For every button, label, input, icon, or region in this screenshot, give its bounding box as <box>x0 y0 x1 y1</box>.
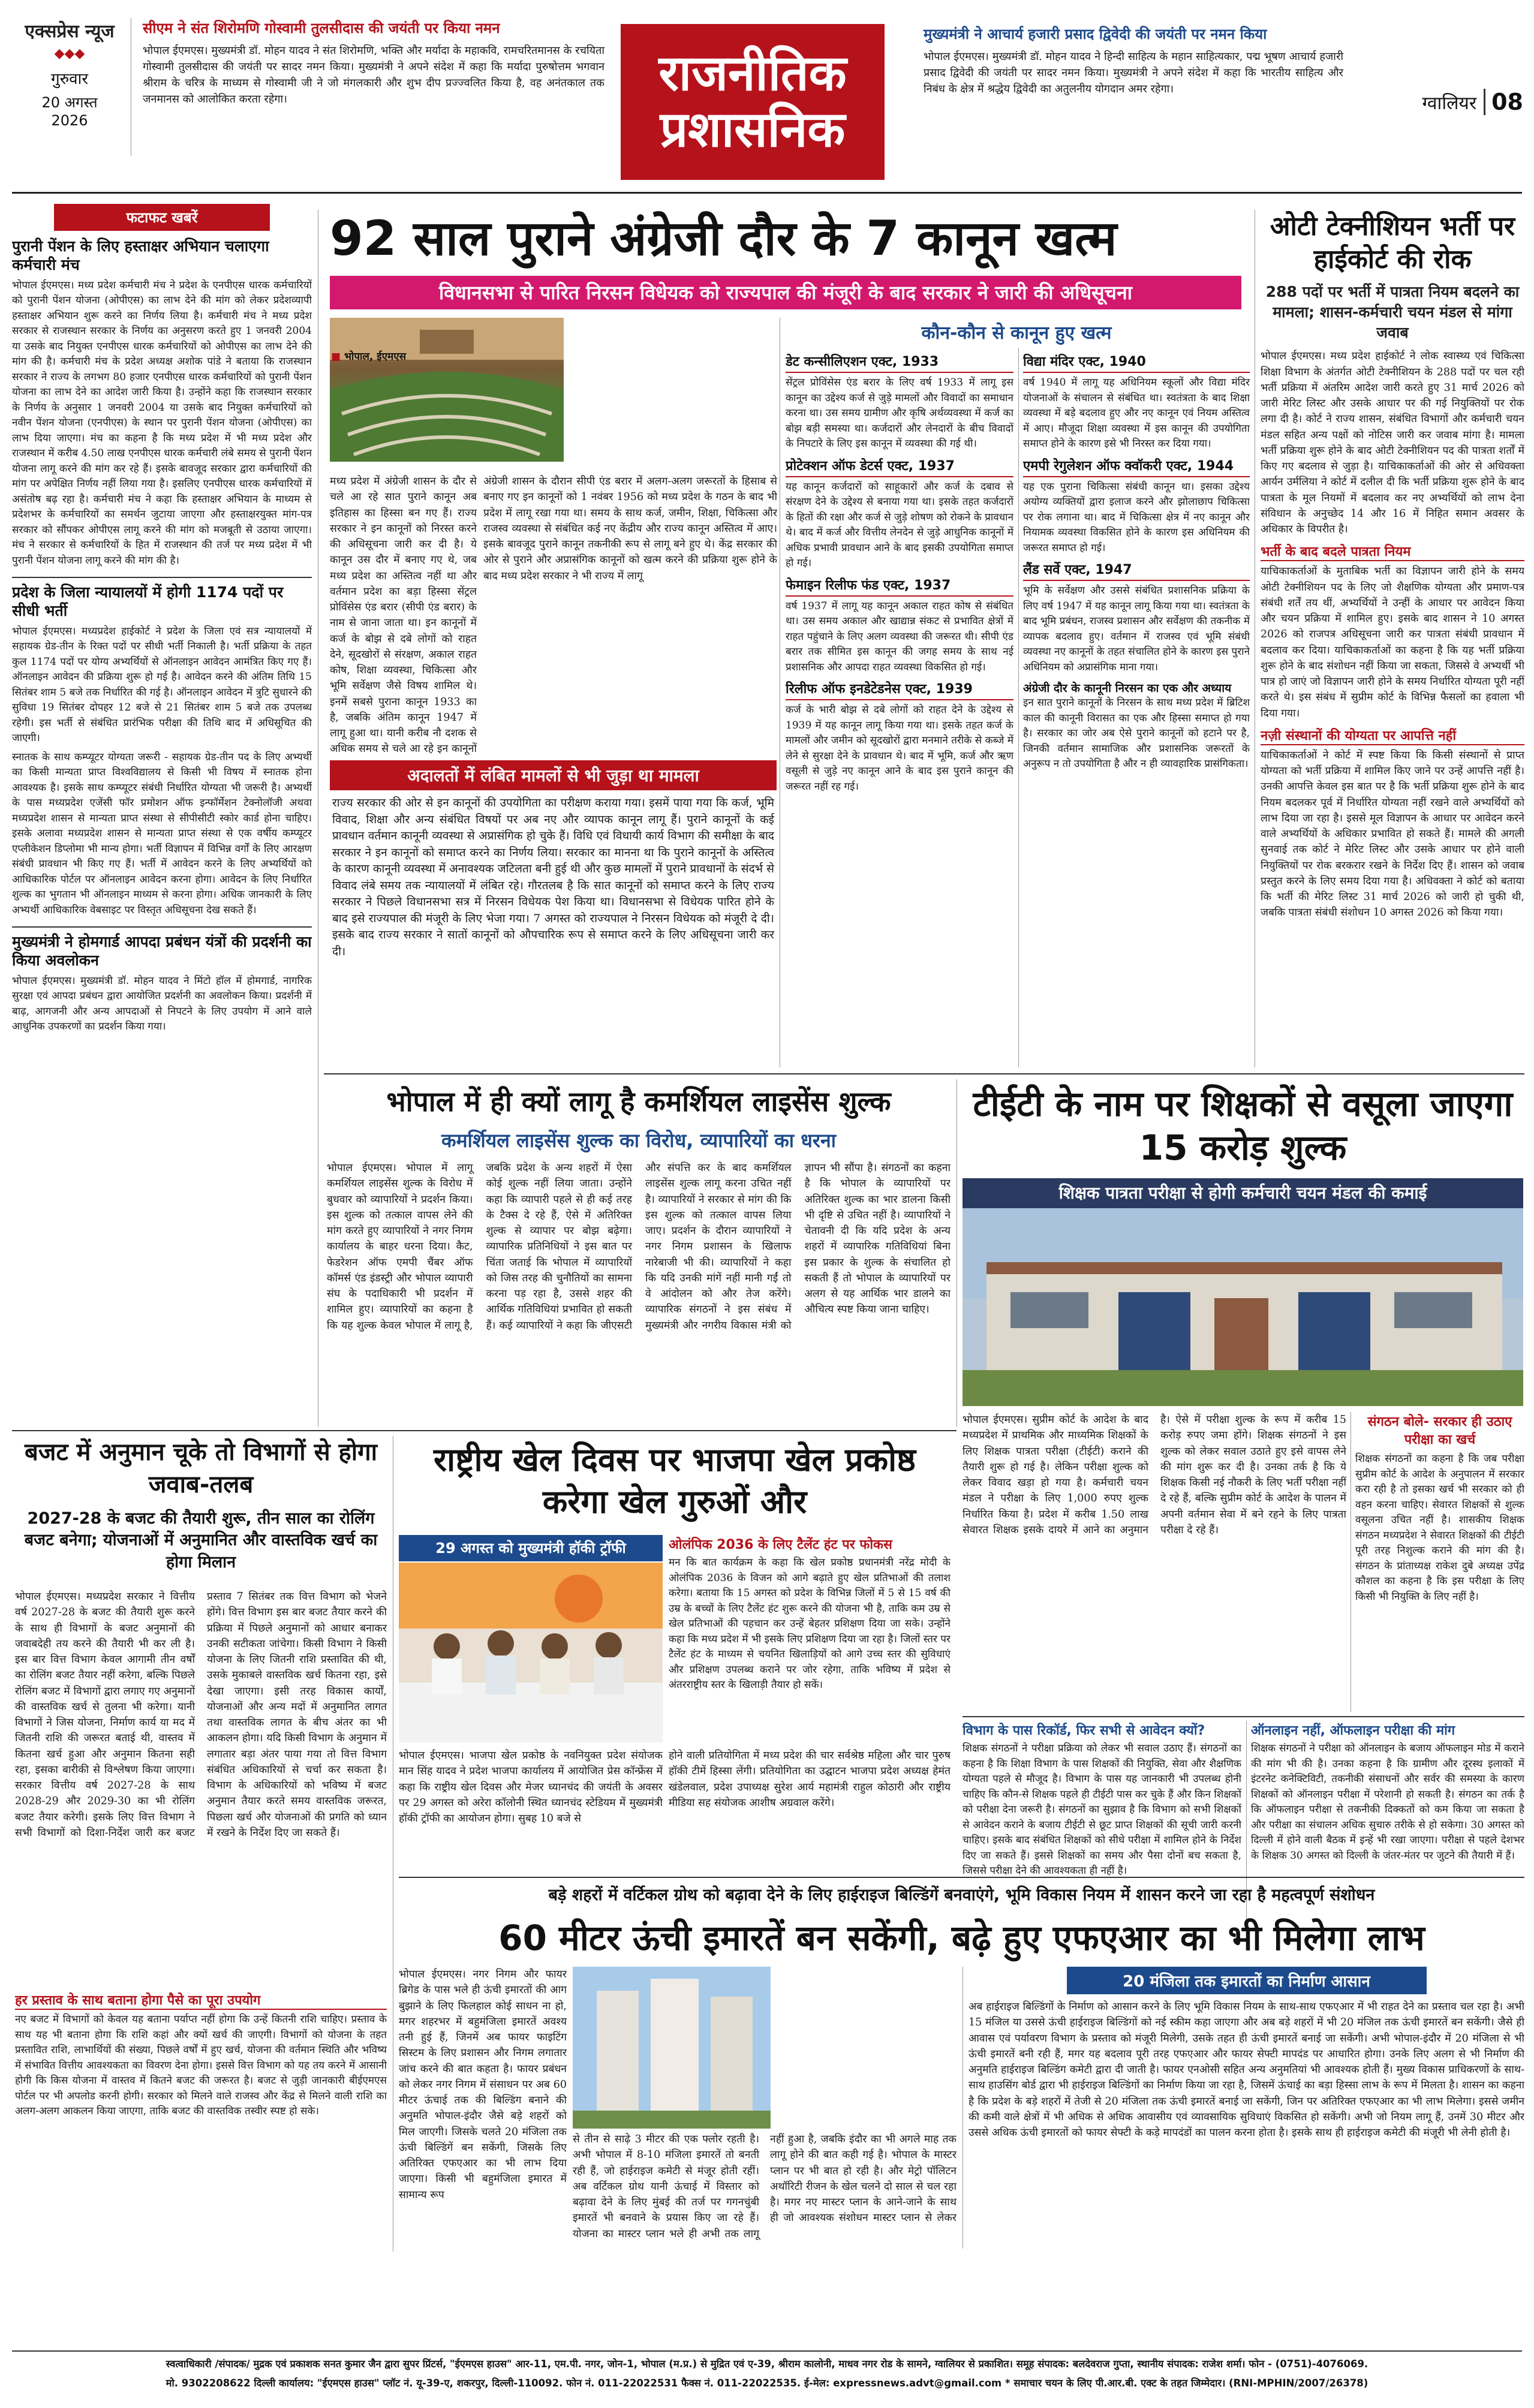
main-subhead: विधानसभा से पारित निरसन विधेयक को राज्यपाल की मंजूरी के बाद सरकार ने जारी की अधिसूचना <box>330 276 1241 309</box>
ot-box2-body: याचिकाकर्ताओं ने कोर्ट में स्पष्ट किया कि किसी संस्थानों से प्राप्त योग्यता को भर्ती प्रक्रिया में शामिल किए जाने पर उन्हें आपत्ति नहीं है। उनकी आपत्ति केवल इस बात पर है कि भर्ती प्रक्रिया शुरू होने के बाद नियम बदलकर पूर्व में निर्धारित योग्यता नहीं रखने वाले अभ्यर्थियों को लाभ दिया जा रहा है। इससे मूल विज्ञापन के आधार पर आवेदन करने वाले अभ्यर्थियों के अधिकार प्रभावित हो सकते हैं। मामले की अगली सुनवाई तक कोर्ट ने मेरिट लिस्ट और उसके आधार पर होने वाली नियुक्तियों पर रोक बरकरार रखने के निर्देश दिए हैं। शासन को जवाब प्रस्तुत करने के लिए समय दिया गया है। अधिवक्ता ने कोर्ट को बताया कि भर्ती की मेरिट लिस्ट 31 मार्च 2026 को जारी हो चुकी थी, जबकि पात्रता संबंधी संशोधन 10 अगस्त 2026 को किया गया। <box>1261 749 1524 919</box>
main-box <box>330 760 777 1066</box>
building-body-1: भोपाल ईएमएस। नगर निगम और फायर ब्रिगेड के पास भले ही ऊंची इमारतों की आग बुझाने के लिए फिलहाल कोई साधन ना हो, मगर शहरभर में बहुमंजिला इमारतें अवश्य तनी हुई हैं, जिनमें अब फायर फाइटिंग सिस्टम के लिए प्रशासन और निगम लगातार जांच करने की बात कहता है। फायर प्रबंधन को लेकर नगर निगम में संसाधन पर अब 60 मीटर ऊंचाई तक की बिल्डिंग बनाने की अनुमति भोपाल-इंदौर जैसे बड़े शहरों को मिल जाएगी। जिसके चलते 20 मंजिला तक ऊंची बिल्डिंगें बन सकेंगी, जिसके लिए अतिरिक्त एफएआर का भी लाभ दिया जाएगा। किसी भी बहुमंजिला इमारत में सामान्य रूप <box>399 1968 567 2201</box>
commercial-head: भोपाल में ही क्यों लागू है कमर्शियल लाइसेंस शुल्क <box>386 1085 891 1118</box>
laws-col-1 <box>786 348 1013 1067</box>
assembly-hall-graphic <box>330 318 564 462</box>
main-photo-caption-text: भोपाल, ईएमएस <box>344 351 407 363</box>
budget-box <box>15 1991 387 2249</box>
law-3-body: वर्ष 1937 में लागू यह कानून अकाल राहत कोष से संबंधित था। उस समय अकाल और खाद्यान्न संकट से प्रभावित क्षेत्रों में राहत पहुंचाने के लिए अलग व्यवस्था की जरूरत थी। सीपी एंड बरार तक सीमित इस कानून की जगह समय के साथ नई प्रशासनिक और आपदा राहत व्यवस्था विकसित हो गई। <box>786 600 1013 673</box>
main-body-col2: अंग्रेजी शासन के दौरान सीपी एंड बरार में अलग-अलग जरूरतों के हिसाब से बनाए गए इन कानूनों को 1 नवंबर 1956 को मध्य प्रदेश के गठन के बाद भी प्रदेश में लागू रखा गया था। समय के साथ कर्ज, जमीन, शिक्षा, चिकित्सा और राजस्व व्यवस्था से संबंधित कई नए केंद्रीय और राज्य कानून अस्तित्व में आए। इसके बावजूद पुराने कानून तकनीकी रूप से लागू बने हुए थे। केंद्र सरकार की ओर से पुराने और अप्रासंगिक कानूनों को खत्म करने की प्रक्रिया शुरू होने के बाद मध्य प्रदेश सरकार ने भी राज्य में लागू <box>483 475 777 582</box>
law-5-head: विद्या मंदिर एक्ट, 1940 <box>1023 350 1250 373</box>
brand-block <box>22 18 118 168</box>
top-story-2-head: मुख्यमंत्री ने आचार्य हजारी प्रसाद द्विवेदी की जयंती पर नमन किया <box>924 26 1267 43</box>
building-box-body: अब हाईराइज बिल्डिंगों के निर्माण को आसान करने के लिए भूमि विकास नियम के साथ-साथ एफएआर में भी राहत देने का प्रस्ताव चल रहा है। अभी 15 मंजिल या उससे ऊंची हाईराइज बिल्डिंगों को नई स्कीम कहा जाएगा और अब बड़े शहरों में भी 20 मंजिल तक ऊंची इमारतें बन सकेंगी। जैसे ही आवास एवं पर्यावरण विभाग के प्रस्ताव को मंजूरी मिलेगी, उसके तहत ही ऊंची इमारतें बनाई जा सकेंगी। अभी भोपाल-इंदौर में 20 मंजिला से भी ऊंची इमारतें बनी रही हैं, मगर यह बदलाव पूरी तरह एफएआर और फायर सेफ्टी मापदंड पर आधारित होगा। उनके लिए अलग से भी निर्माण की अनुमति हाईराइज बिल्डिंग कमेटी द्वारा दी जाती है। फायर एनओसी सहित अन्य अनुमतियां भी आवश्यक होती हैं। मुख्य विकास प्राधिकरणों के साथ-साथ हाउसिंग बोर्ड द्वारा भी हाईराइज बिल्डिंगों का निर्माण किया जा रहा है, जिसमें ऊंचाई का बड़ा हिस्सा लाभ के रूप में मिलता है। शासन का कहना है कि प्रदेश के बड़े शहरों में तेजी से 20 मंजिला तक ऊंची इमारतें बनाई जा सकेंगी, जिन पर अतिरिक्त एफएआर का भी लाभ मिलेगा। इससे जमीन की कमी वाले क्षेत्रों में भी अधिक से अधिक आवासीय एवं व्यावसायिक सुविधाएं विकसित हो सकेंगी। अभी जो नियम लागू हैं, उनमें 30 मीटर और उससे अधिक ऊंची इमारतों को फायर सेफ्टी के कड़े मापदंडों का पालन करना होता है। इसके साथ ही हाईराइज कमेटी की मंजूरी भी लेनी होती है। <box>968 2001 1524 2139</box>
law-6-head: एमपी रेगुलेशन ऑफ क्वॉकरी एक्ट, 1944 <box>1023 454 1250 477</box>
ot-box1-head: भर्ती के बाद बदले पात्रता नियम <box>1261 542 1524 561</box>
brand-name: एक्सप्रेस न्यूज <box>25 21 115 42</box>
sports-head: राष्ट्रीय खेल दिवस पर भाजपा खेल प्रकोष्ठ करेगा खेल गुरुओं और <box>434 1441 916 1521</box>
left-story-2-body-2: स्नातक के साथ कम्प्यूटर योग्यता जरूरी - सहायक ग्रेड-तीन पद के लिए अभ्यर्थी का किसी मान्यता प्राप्त विश्वविद्यालय से किसी भी विषय में स्नातक होना आवश्यक है। इसके साथ कम्प्यूटर संबंधी निर्धारित योग्यता भी जरूरी है। अभ्यर्थी के पास मध्यप्रदेश एजेंसी फॉर प्रमोशन ऑफ इन्फॉर्मेशन टेक्नोलॉजी अथवा मध्यप्रदेश शासन से मान्यता प्राप्त संस्था से सीपीसीटी स्कोर कार्ड होना चाहिए। इसके अलावा मध्यप्रदेश शासन से मान्यता प्राप्त संस्था से एक वर्षीय कम्प्यूटर एप्लीकेशन डिप्लोमा भी मान्य होगा। भर्ती विज्ञापन में विभिन्न वर्गों के लिए आरक्षण संबंधी प्रावधान भी किए गए हैं। भर्ती में आवेदन करने के लिए अभ्यर्थियों को आधिकारिक पोर्टल पर ऑनलाइन आवेदन करना होगा। आवेदन के लिए निर्धारित शुल्क का भुगतान भी ऑनलाइन माध्यम से करना होगा। अधिक जानकारी के लिए अभ्यर्थी आधिकारिक वेबसाइट पर विस्तृत अधिसूचना देख सकते हैं। <box>12 751 312 916</box>
left-column <box>12 204 312 1424</box>
tet-head: टीईटी के नाम पर शिक्षकों से वसूला जाएगा 15 करोड़ शुल्क <box>973 1083 1513 1168</box>
assembly-photo <box>330 318 564 462</box>
footer-imprint-1: स्वत्वाधिकारी /संपादक/ मुद्रक एवं प्रकाशक सनत कुमार जैन द्वारा सुपर प्रिंटर्स, "ईएमएस हाउस" आर-11, एम.पी. नगर, जोन-1, भोपाल (म.प्र.) से मुद्रित एवं ए-39, श्रीराम कालोनी, माधव नगर रोड के सामने, ग्वालियर से प्रकाशित। समूह संपादक: बलदेवराज गुप्ता, स्थानीय संपादक: राजेश शर्मा। फोन - (0751)-4076069. <box>166 2358 1368 2370</box>
law-7-body: भूमि के सर्वेक्षण और उससे संबंधित प्रशासनिक प्रक्रिया के लिए वर्ष 1947 में यह कानून लागू किया गया था। स्वतंत्रता के बाद भूमि प्रबंधन, राजस्व प्रशासन और सर्वेक्षण की तकनीक में व्यापक बदलाव हुए। वर्तमान में राजस्व एवं भूमि संबंधी व्यवस्था नए कानूनों के तहत संचालित होने के कारण इस पुराने अधिनियम को अप्रासंगिक माना गया। <box>1023 585 1250 673</box>
press-conference-photo <box>399 1563 663 1742</box>
page-number: 08 <box>1491 89 1523 115</box>
left-story-2-head: प्रदेश के जिला न्यायालयों में होगी 1174 पदों पर सीधी भर्ती <box>12 577 312 621</box>
building-body-2: से तीन से साढ़े 3 मीटर की एक फ्लोर रहती है। अभी भोपाल में 8-10 मंजिला इमारतें तो बनती रही हैं, जो हाईराइज कमेटी से मंजूर होती रहीं। अब वर्टिकल ग्रोथ यानी ऊंचाई में विस्तार को बढ़ावा देने के लिए मुंबई की तर्ज पर गगनचुंबी इमारतें भी बनवाने के प्रयास किए जा रहे हैं। योजना का मास्टर प्लान भले ही अभी तक लागू नहीं हुआ है, जबकि इंदौर का भी अगले माह तक लागू होने की बात कही गई है। भोपाल के मास्टर प्लान पर भी बात हो रही है। और मेट्रो पॉलिटन अथॉरिटी रीजन के खेल चलने दो साल से चल रहा है। मगर नए मास्टर प्लान के आने-जाने के साथ ही जो आवश्यक संशोधन मास्टर प्लान से लेकर <box>573 2133 957 2240</box>
masthead-date: 20 अगस्त 2026 <box>41 94 98 129</box>
ot-sub: 288 पदों पर भर्ती में पात्रता नियम बदलने का मामला; शासन-कर्मचारी चयन मंडल से मांगा जवाब <box>1265 283 1520 341</box>
footer-imprint-2: मो. 9302208622 दिल्ली कार्यालय: "ईएमएस हाउस" प्लॉट नं. यू-39-ए, शकरपुर, दिल्ली-110092. फोन नं. 011-22022531 फैक्स नं. 011-22022535. ई-मेल: expressnews.advt@gmail.com * समाचार चयन के लिए पी.आर.बी. एक्ट के तहत जिम्मेदार। (RNI-MPHIN/2007/26378) <box>166 2377 1368 2389</box>
city-name: ग्वालियर <box>1422 92 1477 114</box>
main-box-body: राज्य सरकार की ओर से इन कानूनों की उपयोगिता का परीक्षण कराया गया। इसमें पाया गया कि कर्ज, भूमि विवाद, शिक्षा और अन्य संबंधित विषयों पर अब नए और व्यापक कानून लागू हैं। पुराने कानूनों के कई प्रावधान वर्तमान कानूनी व्यवस्था से अप्रासंगिक हो चुके हैं। विधि एवं विधायी कार्य विभाग की समीक्षा के बाद सरकार ने इन कानूनों को समाप्त करने का निर्णय लिया। सरकार का मानना था कि पुराने कानूनों के अस्तित्व के कारण कानूनी व्यवस्था में अनावश्यक जटिलता बनी हुई थी और कुछ मामलों में पुराने प्रावधानों के संदर्भ से विवाद लंबे समय तक न्यायालयों में लंबित रहे। गौरतलब है कि सात कानूनों को समाप्त करने के लिए राज्य सरकार ने पिछले विधानसभा सत्र में निरसन विधेयक पेश किया था। विधानसभा से विधेयक पारित होने के बाद इसे राज्यपाल की मंजूरी के लिए भेजा गया। 7 अगस्त को राज्यपाल ने निरसन विधेयक को मंजूरी दे दी। इसके बाद राज्य सरकार ने सातों कानूनों को औपचारिक रूप से समाप्त करने के लिए अधिसूचना जारी कर दी। <box>332 796 774 958</box>
sports-body-2: होने वाली प्रतियोगिता में मध्य प्रदेश की चार सर्वश्रेष्ठ महिला और चार पुरुष हॉकी टीमें हिस्सा लेंगी। प्रतियोगिता का उद्घाटन भाजपा प्रदेश अध्यक्ष हेमंत खंडेलवाल, प्रदेश उपाध्यक्ष सुरेश आर्य महामंत्री राहुल कोठारी और राष्ट्रीय मीडिया सह संयोजक आशीष अग्रवाल करेंगे। <box>669 1750 951 1809</box>
law-1-body: सेंट्रल प्रोविंसेस एंड बरार के लिए वर्ष 1933 में लागू इस कानून का उद्देश्य कर्ज से जुड़े मामलों और विवादों का समाधान करना था। उस समय ग्रामीण और कृषि अर्थव्यवस्था में कर्ज का बोझ बड़ी समस्या था। कर्जदारों और लेनदारों के बीच विवादों के निपटारे के लिए इस कानून में व्यवस्था की गई थी। <box>786 377 1013 450</box>
building-box-head: 20 मंजिला तक इमारतों का निर्माण आसान <box>1067 1967 1427 1994</box>
left-story-3-body: भोपाल ईएमएस। मुख्यमंत्री डॉ. मोहन यादव ने मिंटो हॉल में होमगार्ड, नागरिक सुरक्षा एवं आपदा प्रबंधन द्वारा आयोजित प्रदर्शनी का अवलोकन किया। प्रदर्शनी में बाढ़, आगजनी और अन्य आपदाओं से निपटने के लिए उपयोग में आने वाले आधुनिक उपकरणों का प्रदर्शन किया गया। <box>12 974 312 1033</box>
top-story-2 <box>924 24 1343 97</box>
law-6-body: यह एक पुराना चिकित्सा संबंधी कानून था। इसका उद्देश्य अयोग्य व्यक्तियों द्वारा इलाज करने और झोलाछाप चिकित्सा पर रोक लगाना था। बाद में चिकित्सा क्षेत्र में नए कानून और नियामक व्यवस्था विकसित होने के कारण इस अधिनियम की जरूरत समाप्त हो गई। <box>1023 480 1250 554</box>
top-story-1-head: सीएम ने संत शिरोमणि गोस्वामी तुलसीदास की जयंती पर किया नमन <box>143 20 500 37</box>
law-4-body: कर्ज के भारी बोझ से दबे लोगों को राहत देने के उद्देश्य से 1939 में यह कानून लागू किया गया था। इसके तहत कर्ज के मामलों और जमीन को सूदखोरों द्वारा मनमाने तरीके से कब्जे में लेने से सुरक्षा देने के प्रावधान थे। बाद में भूमि, कर्ज और ऋण वसूली से जुड़े नए कानून आने के बाद इस पुराने कानून की जरूरत नहीं रह गई। <box>786 704 1013 793</box>
laws-col-2 <box>1023 348 1250 1067</box>
fatafat-label: फटाफट खबरें <box>54 204 270 231</box>
building-banner: बड़े शहरों में वर्टिकल ग्रोथ को बढ़ावा देने के लिए हाईराइज बिल्डिंगें बनवाएंगे, भूमि विकास नियम में शासन करने जा रहा है महत्वपूर्ण संशोधन <box>548 1886 1375 1904</box>
main-photo-caption: ■ भोपाल, ईएमएस <box>331 351 407 363</box>
budget-box-body: नए बजट में विभागों को केवल यह बताना पर्याप्त नहीं होगा कि उन्हें कितनी राशि चाहिए। प्रस्ताव के साथ यह भी बताना होगा कि राशि कहां और क्यों खर्च की जाएगी। विभागों को योजना के तहत प्रस्तावित राशि, लाभार्थियों की संख्या, पिछले वर्षों में हुए खर्च, योजना की वर्तमान स्थिति और भविष्य में संभावित वित्तीय आवश्यकता का विवरण देना होगा। इससे वित्त विभाग को यह तय करने में आसानी होगी कि किस योजना में वास्तव में कितने बजट की जरूरत है। बजट से जुड़ी जानकारी बीईएमएस पोर्टल पर भी अपलोड करनी होगी। सरकार को मिलने वाले राजस्व और केंद्र से मिलने वाली राशि का अलग-अलग आकलन किया जाएगा, ताकि बजट की वास्तविक तस्वीर स्पष्ट हो सके। <box>15 2013 387 2117</box>
law-note-body: इन सात पुराने कानूनों के निरसन के साथ मध्य प्रदेश में ब्रिटिश काल की कानूनी विरासत का एक और हिस्सा समाप्त हो गया है। सरकार का जोर अब ऐसे पुराने कानूनों को हटाने पर है, जिनकी वर्तमान सामाजिक और प्रशासनिक जरूरतों के अनुरूप न तो उपयोगिता है और न ही व्यावहारिक प्रासंगिकता। <box>1023 697 1250 770</box>
tet-box2-body: शिक्षक संगठनों ने परीक्षा को ऑनलाइन के बजाय ऑफलाइन मोड में कराने की मांग भी की है। उनका कहना है कि ग्रामीण और दूरस्थ इलाकों में इंटरनेट कनेक्टिविटी, तकनीकी संसाधनों और सर्वर की समस्या के कारण शिक्षकों को ऑनलाइन परीक्षा में परेशानी हो सकती है। संगठन का तर्क है कि ऑफलाइन परीक्षा से तकनीकी दिक्कतों को कम किया जा सकता है और परीक्षा का संचालन अधिक सुचारु तरीके से हो सकेगा। 30 अगस्त को दिल्ली में होने वाली बैठक में इन्हें भी रखा जाएगा। परीक्षा से पहले देशभर के शिक्षक 30 अगस्त को दिल्ली के जंतर-मंतर पर जुटने की तैयारी में हैं। <box>1251 1742 1524 1862</box>
law-7-head: लैंड सर्वे एक्ट, 1947 <box>1023 558 1250 581</box>
section-title-box <box>621 24 885 180</box>
ot-box1-body: याचिकाकर्ताओं के मुताबिक भर्ती का विज्ञापन जारी होने के समय ओटी टेक्नीशियन पद के लिए जो शैक्षणिक योग्यता और प्रमाण-पत्र संबंधी शर्तें तय थीं, अभ्यर्थियों ने उन्हीं के आधार पर आवेदन किया और चयन प्रक्रिया में शामिल हुए। इसके बाद शासन ने 10 अगस्त 2026 को राजपत्र अधिसूचना जारी कर पात्रता संबंधी प्रावधान में बदलाव कर दिया। याचिकाकर्ताओं का कहना है कि यह भर्ती प्रक्रिया शुरू होने के बाद संशोधन नहीं किया जा सकता, जिससे वे अभ्यर्थी भी पात्र हो जाएं जो विज्ञापन जारी होने के समय निर्धारित योग्यता पूरी नहीं करते थे। इस संबंध में सुप्रीम कोर्ट के विभिन्न फैसलों का हवाला भी दिया गया। <box>1261 565 1524 720</box>
law-2-head: प्रोटेक्शन ऑफ डेटर्स एक्ट, 1937 <box>786 454 1013 477</box>
budget-head: बजट में अनुमान चूके तो विभागों से होगा जवाब-तलब <box>24 1438 378 1498</box>
section-title-2: प्रशासनिक <box>660 101 846 158</box>
left-story-1-head: पुरानी पेंशन के लिए हस्ताक्षर अभियान चलाएगा कर्मचारी मंच <box>12 237 269 274</box>
law-3-head: फेमाइन रिलीफ फंड एक्ट, 1937 <box>786 574 1013 597</box>
ot-body: भोपाल ईएमएस। मध्य प्रदेश हाईकोर्ट ने लोक स्वास्थ्य एवं चिकित्सा शिक्षा विभाग के अंतर्गत ओटी टेक्नीशियन के 288 पदों पर चल रही भर्ती प्रक्रिया में अंतरिम आदेश जारी करते हुए 31 मार्च 2026 को जारी मेरिट लिस्ट और उसके आधार पर की गई नियुक्तियों पर रोक लगा दी है। कोर्ट ने राज्य शासन, संबंधित विभागों और कर्मचारी चयन मंडल सहित अन्य पक्षों को नोटिस जारी कर जवाब मांगा है। मामला भर्ती प्रक्रिया शुरू होने के बाद ओटी टेक्नीशियन पद की पात्रता शर्तों में किए गए बदलाव से जुड़ा है। याचिकाकर्ताओं की ओर से अधिवक्ता आर्यन उर्मलिया ने कोर्ट में दलील दी कि भर्ती प्रक्रिया शुरू होने के बाद पात्रता के मूल नियमों में बदलाव कर नए अभ्यर्थियों को लाभ देना संविधान के अनुच्छेद 14 और 16 में निहित समान अवसर के अधिकार के विपरीत है। <box>1261 350 1524 535</box>
olympic-body: मन कि बात कार्यक्रम के कहा कि खेल प्रकोष्ठ प्रधानमंत्री नरेंद्र मोदी के ओलंपिक 2036 के विजन को आगे बढ़ाते हुए खेल प्रतिभाओं की तलाश करेगा। बताया कि 15 अगस्त को प्रदेश के विभिन्न जिलों में 5 से 15 वर्ष की उम्र के बच्चों के लिए टैलेंट हंट शुरू करने की योजना भी है, ताकि कम उम्र से खेल प्रतिभाओं की पहचान कर उन्हें बेहतर प्रशिक्षण दिया जा सके। उन्होंने कहा कि मध्य प्रदेश में भी इसके लिए प्रशिक्षण दिया जा रहा है। जिलों स्तर पर टैलेंट हंट के माध्यम से चयनित खिलाड़ियों को आगे उच्च स्तर की सुविधाएं और प्रशिक्षण उपलब्ध कराने पर जोर रहेगा, ताकि भविष्य में प्रदेश से अंतरराष्ट्रीय स्तर के खिलाड़ी तैयार हो सकें। <box>669 1557 951 1691</box>
ot-head: ओटी टेक्नीशियन भर्ती पर हाईकोर्ट की रोक <box>1270 211 1515 275</box>
commercial-body: भोपाल ईएमएस। भोपाल में लागू कमर्शियल लाइसेंस शुल्क के विरोध में बुधवार को व्यापारियों ने प्रदर्शन किया। इस शुल्क को तत्काल वापस लेने की मांग करते हुए व्यापारियों ने नगर निगम कार्यालय के बाहर धरना दिया। कैट, फेडरेशन ऑफ एमपी चैंबर ऑफ कॉमर्स एंड इंडस्ट्री और भोपाल व्यापारी संघ के पदाधिकारी भी प्रदर्शन में शामिल हुए। व्यापारियों का कहना है कि यह शुल्क केवल भोपाल में लागू है, जबकि प्रदेश के अन्य शहरों में ऐसा कोई शुल्क नहीं लिया जाता। उन्होंने कहा कि व्यापारी पहले से ही कई तरह के टैक्स दे रहे हैं, ऐसे में अतिरिक्त शुल्क से व्यापार पर बोझ बढ़ेगा। व्यापारिक प्रतिनिधियों ने इस बात पर चिंता जताई कि भोपाल में व्यापारियों को जिस तरह की चुनौतियों का सामना करना पड़ रहा है, उससे शहर की आर्थिक गतिविधियां प्रभावित हो सकती हैं। कई व्यापारियों ने कहा कि जीएसटी और संपत्ति कर के बाद कमर्शियल लाइसेंस शुल्क लागू करना उचित नहीं है। व्यापारियों ने सरकार से मांग की कि इस शुल्क को तत्काल वापस लिया जाए। प्रदर्शन के दौरान व्यापारियों ने नगर निगम प्रशासन के खिलाफ नारेबाजी भी की। व्यापारियों ने कहा कि यदि उनकी मांगें नहीं मानी गईं तो वे आंदोलन को और तेज करेंगे। व्यापारिक संगठनों ने इस संबंध में मुख्यमंत्री और नगरीय विकास मंत्री को ज्ञापन भी सौंपा है। संगठनों का कहना है कि भोपाल के व्यापारियों पर अतिरिक्त शुल्क का भार डालना किसी भी दृष्टि से उचित नहीं है। व्यापारियों ने चेतावनी दी कि यदि प्रदेश के अन्य शहरों में व्यापारिक गतिविधियां बिना इस प्रकार के शुल्क के संचालित हो सकती हैं तो भोपाल के व्यापारियों पर अलग से यह आर्थिक भार डालने का औचित्य स्पष्ट किया जाना चाहिए। <box>327 1162 951 1332</box>
tet-side-head: संगठन बोले- सरकार ही उठाए परीक्षा का खर्च <box>1367 1414 1512 1447</box>
tet-box2-head: ऑनलाइन नहीं, ऑफलाइन परीक्षा की मांग <box>1251 1723 1455 1738</box>
law-2-body: यह कानून कर्जदारों को साहूकारों और कर्ज के दबाव से संरक्षण देने के उद्देश्य से बनाया गया था। इसके तहत कर्जदारों के हितों की रक्षा और कर्ज से जुड़े शोषण को रोकने के प्रावधान थे। बाद में कर्ज और वित्तीय लेनदेन से जुड़े आधुनिक कानूनों में अधिक प्रभावी प्रावधान आने के बाद इसकी उपयोगिता समाप्त हो गई। <box>786 480 1013 569</box>
left-story-3-head: मुख्यमंत्री ने होमगार्ड आपदा प्रबंधन यंत्रों की प्रदर्शनी का किया अवलोकन <box>12 926 312 970</box>
commercial-sub: कमर्शियल लाइसेंस शुल्क का विरोध, व्यापारियों का धरना <box>441 1129 837 1152</box>
tet-side <box>1355 1412 1524 1712</box>
high-rise-photo <box>573 1967 771 2129</box>
olympic-box <box>669 1535 951 1745</box>
left-story-1-body: भोपाल ईएमएस। मध्य प्रदेश कर्मचारी मंच ने प्रदेश के एनपीएस धारक कर्मचारियों को पुरानी पेंशन योजना (ओपीएस) का लाभ देने की मांग को लेकर प्रदेशव्यापी हस्ताक्षर अभियान शुरू करने का निर्णय लिया है। कर्मचारी मंच ने मध्य प्रदेश सरकार से राजस्थान सरकार के निर्णय का अनुसरण करते हुए 1 जनवरी 2004 या उसके बाद नियुक्त एनपीएस धारक कर्मचारियों को ओपीएस का लाभ देने की मांग की है। कर्मचारी मंच के प्रदेश अध्यक्ष अशोक पांडे ने बताया कि राजस्थान सरकार ने राज्य के लगभग 80 हजार एनपीएस धारक कर्मचारियों को पुरानी पेंशन योजना का लाभ देने का आदेश जारी किया है। उन्होंने कहा कि राजस्थान सरकार के निर्णय के अनुसार 1 जनवरी 2004 या उसके बाद नियुक्त कर्मचारियों को नवीन पेंशन योजना (एनपीएस) के स्थान पर पुरानी पेंशन योजना (ओपीएस) का लाभ दिया जाएगा। मंच का कहना है कि मध्य प्रदेश में भी मध्य प्रदेश और राजस्थान में करीब 4.50 लाख एनपीएस धारक कर्मचारी लंबे समय से पुरानी पेंशन योजना लागू करने की मांग कर रहे हैं। इसके बावजूद सरकार द्वारा कर्मचारियों की मांग पर अपेक्षित निर्णय नहीं लिया गया है। इसलिए एनपीएस धारक कर्मचारियों में असंतोष बढ़ रहा है। कर्मचारी मंच ने कहा कि हस्ताक्षर अभियान के माध्यम से प्रदेशभर के कर्मचारियों का समर्थन जुटाया जाएगा और हस्ताक्षरयुक्त मांग-पत्र सरकार को सौंपकर ओपीएस लागू करने की मांग को मजबूती से उठाया जाएगा। मंच ने सरकार से कर्मचारियों के हित में राजस्थान की तर्ज पर मध्य प्रदेश में भी पुरानी पेंशन योजना लागू करने की मांग की है। <box>12 279 312 567</box>
building-graphic <box>962 1208 1523 1406</box>
main-box-head: अदालतों में लंबित मामलों से भी जुड़ा था मामला <box>330 760 777 790</box>
left-story-2-body: भोपाल ईएमएस। मध्यप्रदेश हाईकोर्ट ने प्रदेश के जिला एवं सत्र न्यायालयों में सहायक ग्रेड-तीन के रिक्त पदों पर सीधी भर्ती निकाली है। भर्ती प्रक्रिया के तहत कुल 1174 पदों पर योग्य अभ्यर्थियों से ऑनलाइन आवेदन आमंत्रित किए गए हैं। ऑनलाइन आवेदन की प्रक्रिया शुरू हो गई है। आवेदन करने की अंतिम तिथि 15 सितंबर शाम 5 बजे तक निर्धारित की गई है। ऑनलाइन आवेदन में त्रुटि सुधारने की सुविधा 19 सितंबर दोपहर 12 बजे से 21 सितंबर शाम 5 बजे तक उपलब्ध रहेगी। इस भर्ती से संबंधित प्रारंभिक परीक्षा की तिथि बाद में अधिसूचित की जाएगी। <box>12 625 312 744</box>
sports-body-1: भोपाल ईएमएस। भाजपा खेल प्रकोष्ठ के नवनियुक्त प्रदेश संयोजक मान सिंह यादव ने प्रदेश भाजपा कार्यालय में आयोजित प्रेस कॉन्फ्रेंस में कहा कि राष्ट्रीय खेल दिवस और मेजर ध्यानचंद की जयंती के अवसर पर 29 अगस्त को अरेरा कॉलोनी स्थित ध्यानचंद स्टेडियम में मुख्यमंत्री हॉकी ट्रॉफी का आयोजन होगा। सुबह 10 बजे से <box>399 1750 663 1825</box>
ot-box2-head: नज़ी संस्थानों की योग्यता पर आपत्ति नहीं <box>1261 726 1524 745</box>
high-rise-graphic <box>573 1967 771 2129</box>
tet-photo-caption: शिक्षक पात्रता परीक्षा से होगी कर्मचारी चयन मंडल की कमाई <box>962 1178 1523 1208</box>
laws-head: कौन-कौन से कानून हुए खत्म <box>921 323 1112 344</box>
main-headline: 92 साल पुराने अंग्रेजी दौर के 7 कानून खत्म <box>330 210 1117 266</box>
budget-sub: 2027-28 के बजट की तैयारी शुरू, तीन साल का रोलिंग बजट बनेगा; योजनाओं में अनुमानित और वास्तविक खर्च का होगा मिलान <box>24 1509 378 1572</box>
section-title-1: राजनीतिक <box>658 44 847 102</box>
page-info <box>1355 84 1523 120</box>
sports-sub: 29 अगस्त को मुख्यमंत्री हॉकी ट्रॉफी <box>399 1535 663 1561</box>
ot-story <box>1261 210 1524 1067</box>
law-4-head: रिलीफ ऑफ इनडेटेडनेस एक्ट, 1939 <box>786 678 1013 700</box>
law-5-body: वर्ष 1940 में लागू यह अधिनियम स्कूलों और विद्या मंदिर योजनाओं के संचालन से संबंधित था। स्वतंत्रता के बाद शिक्षा व्यवस्था में बड़े बदलाव हुए और नए कानून एवं नियम अस्तित्व में आए। मौजूदा शिक्षा व्यवस्था में इस कानून की उपयोगिता समाप्त होने के कारण इसे भी निरस्त कर दिया गया। <box>1023 377 1250 450</box>
building-box <box>968 1967 1524 2249</box>
main-body-col1: मध्य प्रदेश में अंग्रेजी शासन के दौर से चले आ रहे सात पुराने कानून अब इतिहास का हिस्सा बन गए हैं। राज्य सरकार ने इन कानूनों को निरस्त करने की अधिसूचना जारी कर दी है। ये कानून उस दौर में बनाए गए थे, जब मध्य प्रदेश का अस्तित्व नहीं था और वर्तमान प्रदेश का बड़ा हिस्सा सेंट्रल प्रोविंसेस एंड बरार (सीपी एंड बरार) के नाम से जाना जाता था। इन कानूनों में कर्ज के बोझ से दबे लोगों को राहत देने, सूदखोरों से संरक्षण, अकाल राहत कोष, शिक्षा व्यवस्था, चिकित्सा और भूमि सर्वेक्षण जैसे विषय शामिल थे। इनमें सबसे पुराना कानून 1933 का है, जबकि अंतिम कानून 1947 में लागू हुआ था। यानी करीब नौ दशक से अधिक समय से चले आ रहे इन कानूनों <box>330 475 477 755</box>
tet-body: भोपाल ईएमएस। सुप्रीम कोर्ट के आदेश के बाद मध्यप्रदेश में प्राथमिक और माध्यमिक शिक्षकों के लिए शिक्षक पात्रता परीक्षा (टीईटी) कराने की तैयारी शुरू हो गई है। लेकिन परीक्षा शुल्क को लेकर विवाद खड़ा हो गया है। कर्मचारी चयन मंडल ने परीक्षा के लिए 1,000 रुपए शुल्क निर्धारित किया है। प्रदेश में करीब 1.50 लाख सेवारत शिक्षक इसके दायरे में आने का अनुमान है। ऐसे में परीक्षा शुल्क के रूप में करीब 15 करोड़ रुपए जमा होंगे। शिक्षक संगठनों ने इस शुल्क को लेकर सवाल उठाते हुए इसे वापस लेने की मांग शुरू कर दी है। उनका तर्क है कि ये शिक्षक किसी नई नौकरी के लिए भर्ती परीक्षा नहीं दे रहे हैं, बल्कि सुप्रीम कोर्ट के आदेश के पालन में अपनी वर्तमान सेवा में बने रहने के लिए पात्रता परीक्षा दे रहे हैं। <box>962 1414 1346 1536</box>
law-note-head: अंग्रेजी दौर के कानूनी निरसन का एक और अध्याय <box>1023 682 1232 695</box>
top-story-2-body: भोपाल ईएमएस। मुख्यमंत्री डॉ. मोहन यादव ने हिन्दी साहित्य के महान साहित्यकार, पद्म भूषण आचार्य हजारी प्रसाद द्विवेदी की जयंती पर सादर नमन किया। मुख्यमंत्री ने अपने संदेश में कहा कि भारतीय साहित्य और निबंध के क्षेत्र में श्रद्धेय द्विवेदी का अतुलनीय योगदान अमर रहेगा। <box>924 50 1343 95</box>
budget-box-head: हर प्रस्ताव के साथ बताना होगा पैसे का पूरा उपयोग <box>15 1991 387 2010</box>
building-head: 60 मीटर ऊंची इमारतें बन सकेंगी, बढ़े हुए एफएआर का भी मिलेगा लाभ <box>498 1918 1425 1958</box>
tet-box1-head: विभाग के पास रिकॉर्ड, फिर सभी से आवेदन क्यों? <box>962 1723 1205 1738</box>
press-conference-graphic <box>399 1563 663 1742</box>
tet-building-photo <box>962 1208 1523 1406</box>
budget-body: भोपाल ईएमएस। मध्यप्रदेश सरकार ने वित्तीय वर्ष 2027-28 के बजट की तैयारी शुरू करने के साथ ही विभागों के बजट अनुमानों की जवाबदेही तय करने की तैयारी भी कर ली है। इस बार वित्त विभाग केवल आगामी तीन वर्षों का रोलिंग बजट तैयार नहीं करेगा, बल्कि पिछले रोलिंग बजट में विभागों द्वारा लगाए गए अनुमानों की वास्तविक खर्च से तुलना भी करेगा। यानी विभागों ने जिस योजना, निर्माण कार्य या मद में जितनी राशि की जरूरत बताई थी, वास्तव में कितना खर्च हुआ और अनुमान कितना सही रहा, इसका बारीकी से विश्लेषण किया जाएगा। सरकार वित्तीय वर्ष 2027-28 के साथ 2028-29 और 2029-30 का भी रोलिंग बजट तैयार करेगी। इसके लिए वित्त विभाग ने सभी विभागों को दिशा-निर्देश जारी कर बजट प्रस्ताव 7 सितंबर तक वित्त विभाग को भेजने होंगे। वित्त विभाग इस बार बजट तैयार करने की प्रक्रिया में पिछले अनुमानों को आधार बनाकर उनकी सटीकता जांचेगा। किसी विभाग ने किसी योजना के लिए जितनी राशि प्रस्तावित की थी, उसके मुकाबले वास्तविक खर्च कितना रहा, इसे देखा जाएगा। इसी तरह विकास कार्यों, योजनाओं और अन्य मदों में अनुमानित लागत तथा वास्तविक लागत के बीच अंतर का भी आकलन होगा। यदि किसी विभाग के अनुमान में लगातार बड़ा अंतर पाया गया तो वित्त विभाग संबंधित अधिकारियों से चर्चा कर सकता है। विभाग के अधिकारियों को भविष्य में बजट अनुमान तैयार करते समय वास्तविक जरूरत, पिछला खर्च और योजनाओं की प्रगति को ध्यान में रखने के निर्देश दिए जा सकते हैं। <box>15 1591 387 1839</box>
main-body-col1b <box>570 318 777 468</box>
law-1-head: डेट कन्सीलिएशन एक्ट, 1933 <box>786 350 1013 373</box>
tet-box1-body: शिक्षक संगठनों ने परीक्षा प्रक्रिया को लेकर भी सवाल उठाए हैं। संगठनों का कहना है कि शिक्षा विभाग के पास शिक्षकों की नियुक्ति, सेवा और शैक्षणिक योग्यता पहले से मौजूद है। विभाग के पास यह जानकारी भी उपलब्ध होनी चाहिए कि कौन-से शिक्षक पहले ही टीईटी पास कर चुके हैं और किन शिक्षकों को परीक्षा देना जरूरी है। संगठनों का सुझाव है कि विभाग को सभी शिक्षकों से आवेदन कराने के बजाय टीईटी से छूट प्राप्त शिक्षकों की सूची जारी करनी चाहिए। इसके बाद संबंधित शिक्षकों को सीधे परीक्षा में शामिल होने के निर्देश दिए जा सकते हैं। इससे शिक्षकों का समय और पैसा दोनों बच सकता है, जिससे परीक्षा देने की आवश्यकता ही नहीं है। <box>962 1742 1241 1877</box>
top-story-1 <box>143 18 604 107</box>
ornament-icon: ◆◆◆ <box>54 46 85 61</box>
masthead <box>0 0 1534 201</box>
tet-side-body: शिक्षक संगठनों का कहना है कि जब परीक्षा सुप्रीम कोर्ट के आदेश के अनुपालन में सरकार करा रही है तो इसका खर्च भी सरकार को ही वहन करना चाहिए। सेवारत शिक्षकों से शुल्क वसूलना उचित नहीं है। शासकीय शिक्षक संगठन मध्यप्रदेश ने सेवारत शिक्षकों की टीईटी पूरी तरह निशुल्क कराने की मांग की है। संगठन के प्रांताध्यक्ष राकेश दुबे अध्यक्ष उपेंद्र कौशल का कहना है कि इस परीक्षा के लिए किसी भी नियुक्ति के लिए नहीं है। <box>1355 1453 1524 1603</box>
top-story-1-body: भोपाल ईएमएस। मुख्यमंत्री डॉ. मोहन यादव ने संत शिरोमणि, भक्ति और मर्यादा के महाकवि, रामचरितमानस के रचयिता गोस्वामी तुलसीदास की जयंती पर सादर नमन किया। मुख्यमंत्री ने अपने संदेश में कहा कि मर्यादा पुरुषोत्तम भगवान श्रीराम के चरित्र के माध्यम से गोस्वामी जी ने जो मंगलकारी और शुभ दीप प्रज्ज्वलित किया है, वह अनंतकाल तक जनमानस को आलोकित करता रहेगा। <box>143 44 604 106</box>
masthead-day: गुरुवार <box>50 70 88 88</box>
olympic-head: ओलंपिक 2036 के लिए टैलेंट हंट पर फोकस <box>669 1537 892 1552</box>
